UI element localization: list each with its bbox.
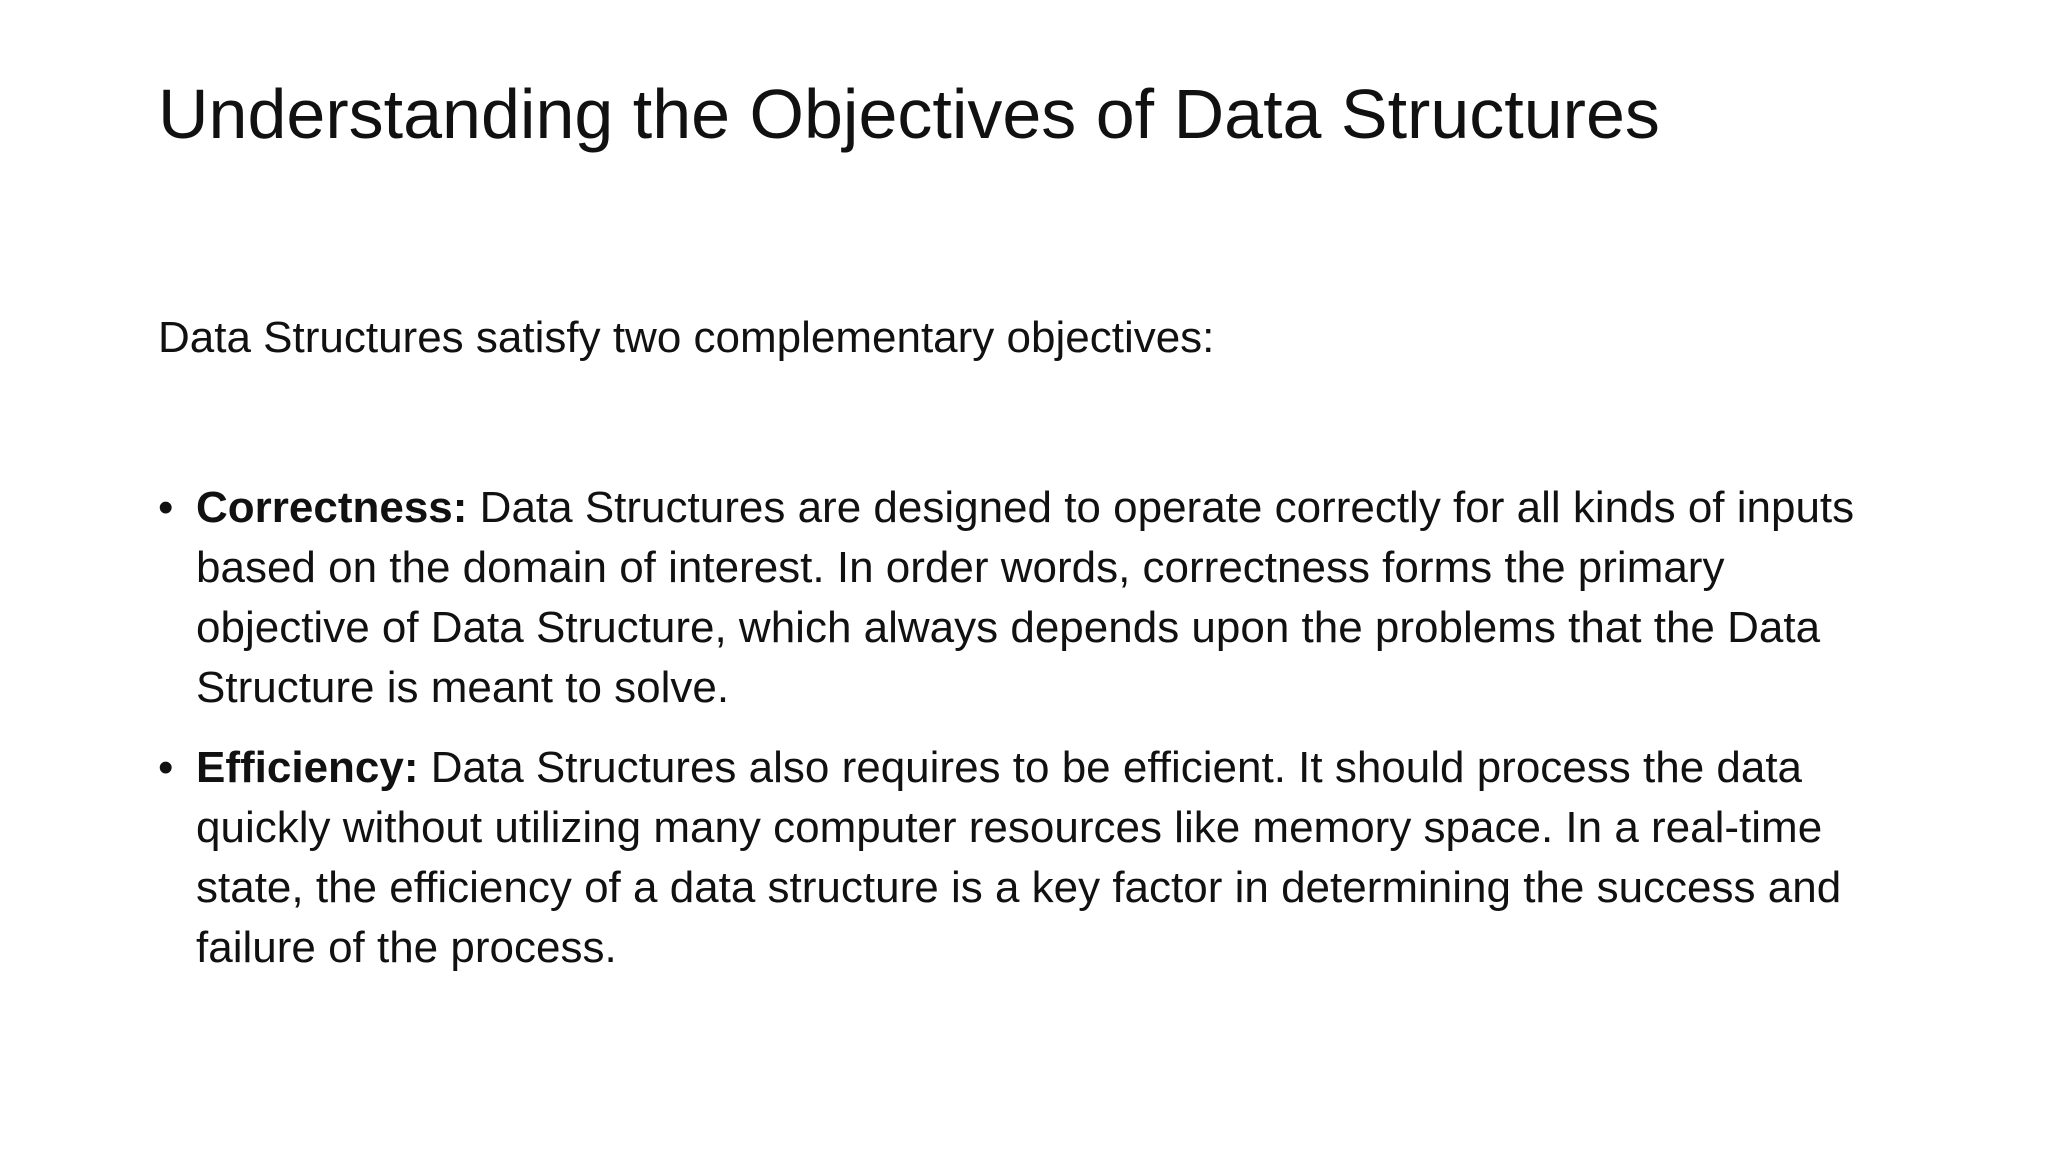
bullet-dot-icon: • bbox=[158, 483, 174, 532]
intro-text: Data Structures satisfy two complementary objectives: bbox=[158, 313, 1215, 362]
bullet-text: Data Structures also requires to be efficient. It should process the data quickly without utilizing many computer resources like memory space. In a real-time state, the efficiency of a data structure is a key factor in determining the success and failure of the process. bbox=[196, 743, 1842, 972]
bullet-efficiency bbox=[158, 738, 1898, 978]
bullet-dot-icon: • bbox=[158, 743, 174, 792]
bullet-list bbox=[158, 478, 1898, 998]
bullet-correctness bbox=[158, 478, 1898, 718]
slide-title: Understanding the Objectives of Data Structures bbox=[158, 75, 1660, 153]
bullet-term: Correctness: bbox=[196, 483, 468, 532]
bullet-term: Efficiency: bbox=[196, 743, 419, 792]
bullet-text: Data Structures are designed to operate correctly for all kinds of inputs based on the domain of interest. In order words, correctness forms the primary objective of Data Structure, which always depends upon the problems that the Data Structure is meant to solve. bbox=[196, 483, 1855, 712]
